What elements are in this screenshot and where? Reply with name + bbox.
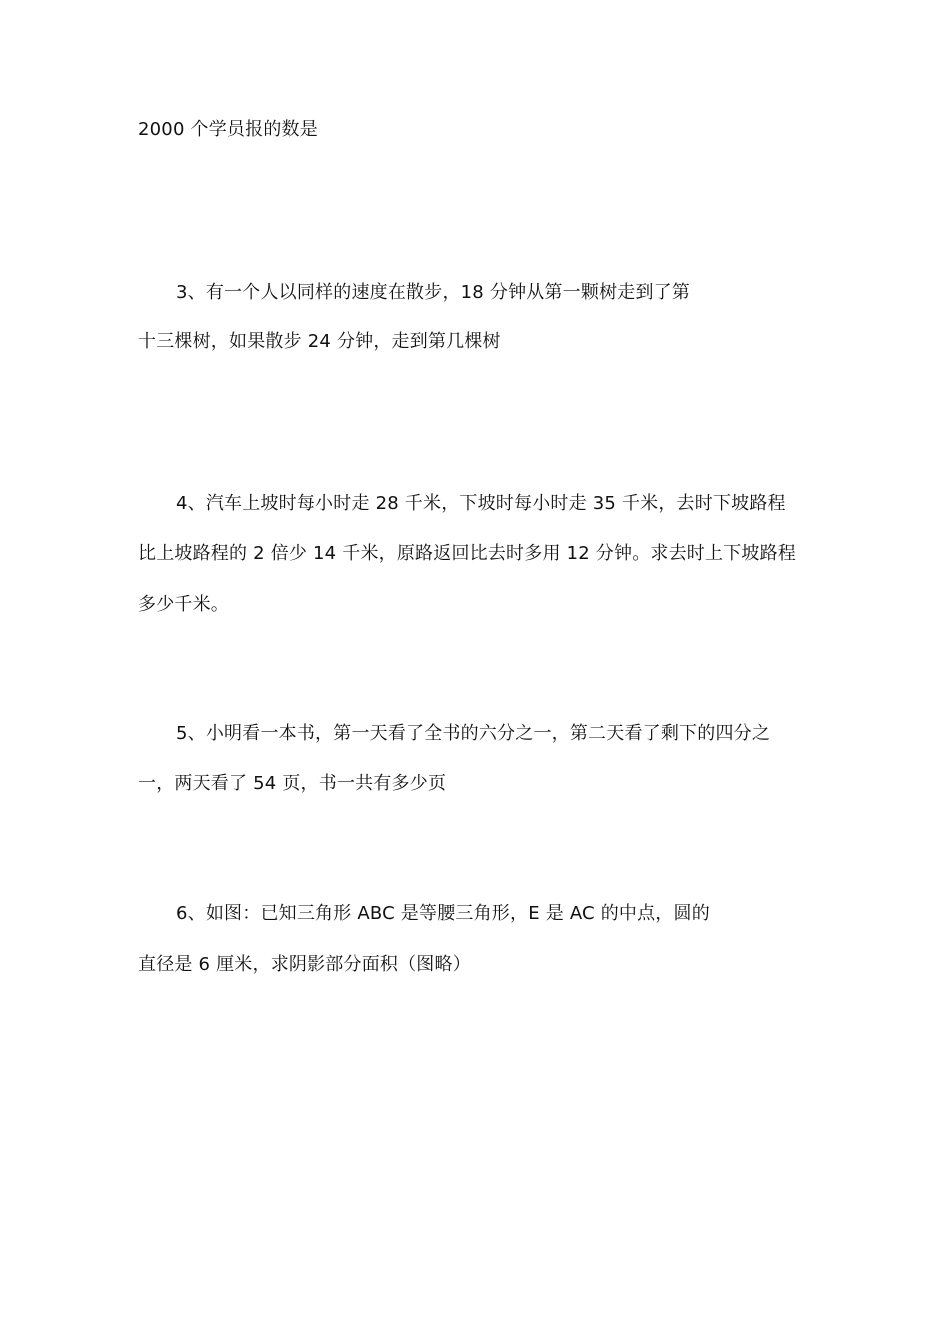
- question-4-line-3: 多少千米。: [138, 594, 229, 615]
- question-3-line-2: 十三棵树，如果散步 24 分钟，走到第几棵树: [138, 331, 501, 352]
- question-6-line-1: 6、如图：已知三角形 ABC 是等腰三角形，E 是 AC 的中点，圆的: [176, 903, 710, 924]
- intro-text-line: 2000 个学员报的数是: [138, 119, 318, 140]
- question-4-line-2: 比上坡路程的 2 倍少 14 千米，原路返回比去时多用 12 分钟。求去时上下坡路程: [138, 543, 796, 564]
- question-5-line-2: 一，两天看了 54 页，书一共有多少页: [138, 773, 447, 794]
- question-4-line-1: 4、汽车上坡时每小时走 28 千米，下坡时每小时走 35 千米，去时下坡路程: [176, 493, 786, 514]
- question-5-line-1: 5、小明看一本书，第一天看了全书的六分之一，第二天看了剩下的四分之: [176, 723, 771, 744]
- question-3-line-1: 3、有一个人以同样的速度在散步，18 分钟从第一颗树走到了第: [176, 282, 691, 303]
- question-6-line-2: 直径是 6 厘米，求阴影部分面积（图略）: [138, 954, 471, 975]
